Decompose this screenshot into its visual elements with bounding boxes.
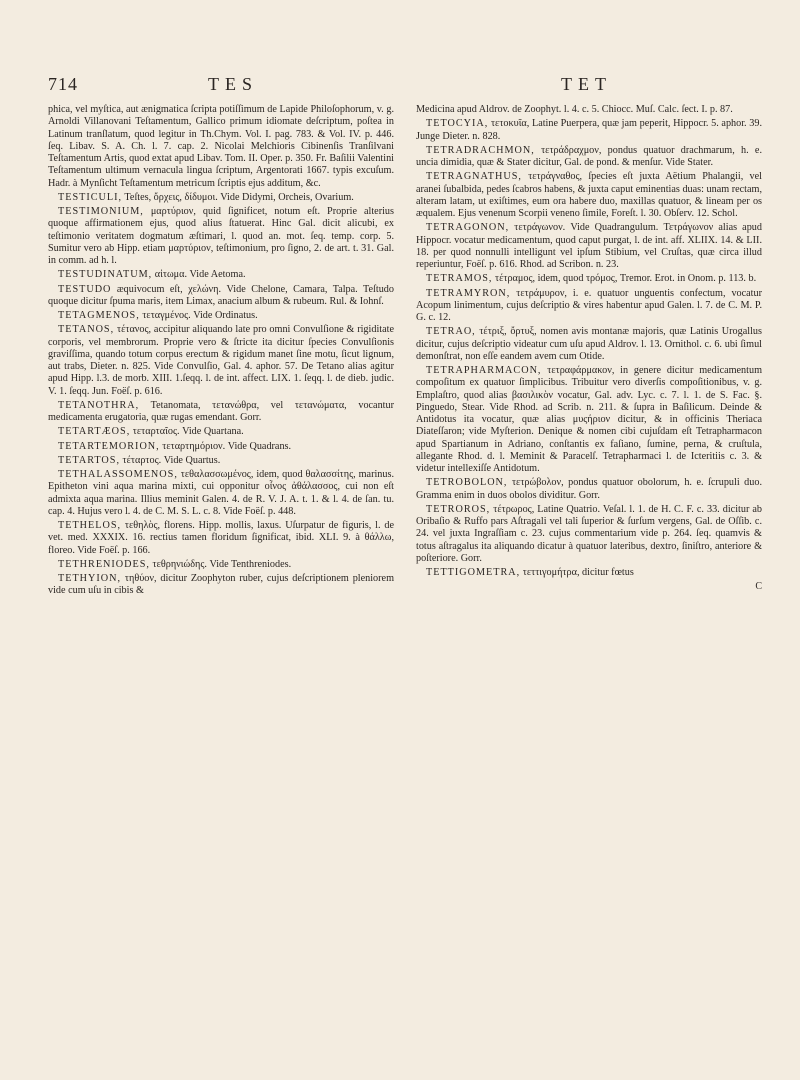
entry-headword: TETRAMYRON, <box>426 287 511 299</box>
dictionary-entry <box>416 504 762 565</box>
dictionary-entry <box>48 441 394 453</box>
page-header <box>48 74 762 96</box>
dictionary-entry <box>416 326 762 363</box>
entry-text: Tetanomata, τετανώθρα, vel τετανώματα, vocantur medicamenta erugatoria, quæ rugas emendant. Gorr. <box>48 399 394 423</box>
entry-headword: TETTIGOMETRA, <box>426 567 521 578</box>
entry-text: τεθρηνιώδης. Vide Tenthreniodes. <box>149 558 292 570</box>
dictionary-entry <box>48 400 394 425</box>
entry-text: phica, vel myſtica, aut ænigmatica ſcripta potiſſimum de Lapide Philoſophorum, v. g. Arnoldi Villanovani Teſtamentum, Gallico primum idiomate deſcriptum, poſtea in Latinum tranſlatum, quod legitur in Th.Chym. Vol. I. pag. 783. & Vol. IV. p. 446. ſeq. Libav. S. A. Ch. l. 7. cap. 2. Nicolai Melchioris Cibinenſis Tranſilvani Teſtamentum Artis, quod extat apud Libav. Tom. II. Oper. p. 350. Fr. Baſilii Valentini Teſtamentum ultimum vernacula lingua ſcriptum, Argentorati 1667. typis excuſum. Hadr. à Mynſicht Teſtamentum metricum ſcriptis ejus additum, &c. <box>48 104 394 189</box>
dictionary-entry <box>416 118 762 143</box>
entry-text: τέταρτος. Vide Quartus. <box>120 454 221 466</box>
entry-continuation <box>416 104 762 116</box>
entry-text: Teſtes, ὄρχεις, δίδυμοι. Vide Didymi, Orcheis, Ovarium. <box>122 191 354 203</box>
dictionary-entry <box>48 192 394 204</box>
entry-headword: TETROROS, <box>426 503 491 515</box>
entry-text: τεθαλασσωμένος, idem, quod θαλασσίτης, marinus. Epitheton vini aqua marina mixti, cui opponitur οἶνος ἀθάλασσος, cui non eſt admixta aqua marina. Illius meminit Galen. 4. de R. V. J. A. t. 1. & l. 4. de ſan. tu. cap. 4. Hujus vero l. 4. de C. M. S. L. c. 8. Vide Foëſ. p. 448. <box>48 469 394 517</box>
entry-headword: TETRAGONON, <box>426 222 510 234</box>
entry-headword: TESTICULI, <box>58 191 123 203</box>
right-column <box>416 104 762 1050</box>
dictionary-entry <box>48 520 394 557</box>
entry-text: τέτριξ, ὄρτυξ, nomen avis montanæ majoris, quæ Latinis Urogallus dicitur, cujus deſcriptio videatur cum uſu apud Aldrov. l. 13. Ornithol. c. 6. ubi ſimul demonſtrat, non eſſe eandem avem cum Otide. <box>416 326 762 362</box>
dictionary-entry <box>48 324 394 398</box>
entry-headword: TETRADRACHMON, <box>426 144 535 156</box>
entry-text: τετράμυρον, i. e. quatuor unguentis confectum, vocatur Acopum linimentum, cujus deſcriptio & vires habentur apud Galen. l. 7. de C. M. P. G. c. 12. <box>416 287 762 323</box>
dictionary-entry <box>416 145 762 170</box>
entry-headword: TETARTÆOS, <box>58 426 131 438</box>
entry-text: τετοκυῖα, Latine Puerpera, quæ jam peperit, Hippocr. 5. aphor. 39. Junge Dieter. n. 828. <box>416 118 762 142</box>
dictionary-entry <box>416 567 762 579</box>
entry-text: τετράγναθος, ſpecies eſt juxta Aëtium Phalangii, vel aranei ſubalbida, pedes ſcabros habens, & juxta caput eminentias duas: unam rectam, alteram latam, ut exiſtimes, eum ora habere duo, maxillas quatuor, & lineam per os æqualem. Ejus venenum Scorpii veneno ſimile, Foreſt. l. 30. Obſerv. 12. Schol. <box>416 171 762 219</box>
left-running-head: TES <box>208 74 259 94</box>
entry-headword: TETROBOLON, <box>426 477 508 489</box>
entry-text: μαρτύριον, quid ſignificet, notum eſt. Proprie alterius quoque affirmationem ejus, quod alius ſtatuerat. Hinc Gal. dicit alicubi, ex teſtimonio veritatem dogmatum æſtimari, l. quod an. mot. ſeq. temp. corp. 5. Sumitur vero ab Hipp. etiam μαρτύριον, teſtimonium, pro ſigno, 2. de art. t. 31. Gal. in comm. ad h. l. <box>48 206 394 266</box>
entry-headword: TETAGMENOS, <box>58 310 140 321</box>
entry-headword: TETHRENIODES, <box>58 558 150 570</box>
entry-headword: TESTIMONIUM, <box>58 206 144 217</box>
entry-text: τετρώβολον, pondus quatuor obolorum, h. e. ſcrupuli duo. Gramma enim in duos obolos dividitur. Gorr. <box>416 477 762 501</box>
dictionary-entry <box>48 269 394 281</box>
entry-headword: TETHYION, <box>58 573 122 584</box>
entry-headword: TETHELOS, <box>58 520 122 531</box>
entry-headword: TETRAPHARMACON, <box>426 365 542 376</box>
entry-headword: TETRAGNATHUS, <box>426 171 522 183</box>
dictionary-entry <box>416 273 762 285</box>
entry-headword: TETARTEMORION, <box>58 440 160 452</box>
dictionary-entry <box>416 171 762 220</box>
entry-text: τεταγμένος. Vide Ordinatus. <box>139 310 258 321</box>
entry-headword: TETANOS, <box>58 324 115 336</box>
left-column <box>48 104 394 1050</box>
entry-continuation <box>48 104 394 190</box>
dictionary-entry <box>416 477 762 502</box>
page-number: 714 <box>48 74 78 94</box>
entry-text: αἰτωμα. Vide Aetoma. <box>152 269 246 281</box>
dictionary-entry <box>48 426 394 438</box>
entry-text: τεταρταῖος. Vide Quartana. <box>130 426 244 438</box>
entry-text: τετράγωνον. Vide Quadrangulum. Τετράγωνον alias apud Hippocr. vocatur medicamentum, quod caput purgat, l. de int. aff. XLIIX. 14. & LII. 18. per quod nonnulli intelligunt vel ipſum Stibium, vel Cruſtas, quæ circa illud reperiuntur, Foëſ. p. 616. Rhod. ad Scribon. n. 23. <box>416 222 762 270</box>
text-columns <box>48 104 762 1050</box>
entry-text: τέτραμος, idem, quod τρόμος, Tremor. Erot. in Onom. p. 113. b. <box>492 273 757 285</box>
entry-headword: TETOCYIA, <box>426 118 489 130</box>
entry-text: τεττιγομήτρα, dicitur fœtus <box>520 567 634 578</box>
dictionary-entry <box>48 310 394 322</box>
dictionary-entry <box>48 455 394 467</box>
entry-headword: TETANOTHRA, <box>58 399 140 411</box>
dictionary-entry <box>48 284 394 309</box>
entry-headword: TETRAO, <box>426 326 476 338</box>
catchword: C <box>755 581 762 593</box>
entry-text: τέτρωρος, Latine Quatrio. Veſal. l. 1. de H. C. F. c. 33. dicitur ab Oribaſio & Ruffo pars Aſtragali vel tali ſuperior & ſurſum vergens, Gal. de Oſſib. c. 24. vel juxta Ingraſſiam c. 23. cujus commentarium vide p. 264. ſeq. quamvis & totus aſtragalus ita aliquando dicatur à quatuor lateribus, dextro, ſiniſtro, anteriore & poſteriore. Gorr. <box>416 503 762 564</box>
entry-text: τεταρτημόριον. Vide Quadrans. <box>159 440 292 452</box>
entry-text: τετράδραχμον, pondus quatuor drachmarum, h. e. uncia dimidia, quæ & Stater dicitur, Gal. de pond. & menſur. Vide Stater. <box>416 144 762 168</box>
dictionary-entry <box>416 222 762 271</box>
dictionary-entry <box>416 365 762 475</box>
entry-headword: TETHALASSOMENOS, <box>58 469 178 480</box>
entry-text: τεθηλὸς, florens. Hipp. mollis, laxus. Uſurpatur de figuris, l. de vet. med. XXXIX. 16. rectius tamen floridum ſignificat, ibid. XLI. 9. à θάλλω, floreo. Vide Foëſ. p. 166. <box>48 520 394 556</box>
entry-headword: TETARTOS, <box>58 454 120 466</box>
entry-headword: TESTUDO <box>58 283 112 295</box>
dictionary-entry <box>48 206 394 267</box>
entry-text: τηθύον, dicitur Zoophyton ruber, cujus deſcriptionem pleniorem vide cum uſu in cibis & <box>48 573 394 597</box>
entry-text: τετραφάρμακον, in genere dicitur medicamentum compoſitum ex quatuor ſimplicibus. Tribuitur vero diverſis compoſitionibus, v. g. Emplaſtro, quod alias βασιλικὸν vocatur, Gal. adv. Lyc. c. 7. l. 1. de S. Fac. §. Pinguedo, Stear. Vide Rhod. ad Scrib. n. 211. & ſupra in Baſilicum. Deinde & Antidotus ita vocatur, quæ alias μυςήριον dicitur, & in officinis Theriaca Diateſſaron; vide Myſterion. Denique & nomen cibi cujuſdam eſt Tetrapharmacon apud Spartianum in Adriano, conſtantis ex faſiano, ſumine, perna, & cruſtula, allegante Rhod. d. l. Meminit & Paracelſ. Tetrapharmaci l. de Icteritiis c. 3. & videtur intellexiſſe Antidotum. <box>416 365 762 474</box>
dictionary-entry <box>48 469 394 518</box>
dictionary-entry <box>416 288 762 325</box>
entry-text: τέτανος, accipitur aliquando late pro omni Convulſione & rigiditate corporis, vel membrorum. Proprie vero & ſtricte ita dicitur ſpecies Convulſionis graviſſima, quando totum corpus erectum & rigidum manet ſine motu, ſicut lignum, aut trabs, Dieter. n. 825. Vide Convulſio, Gal. 4. aphor. 57. De Tetano alias agitur apud Hipp. l.3. de morb. XIII. 1.ſeqq. l. de int. affect. LIX. 1. ſeqq. l. de dieb. judic. V. 1. ſeqq. Jun. Foëſ. p. 616. <box>48 324 394 397</box>
dictionary-entry <box>48 573 394 598</box>
entry-text: æquivocum eſt, χελώνη. Vide Chelone, Camara, Talpa. Teſtudo quoque dicitur ſpuma maris, item Limax, anacium album & rubeum. Rul. & Iohnſ. <box>48 283 394 307</box>
entry-headword: TETRAMOS, <box>426 273 493 285</box>
entry-text: Medicina apud Aldrov. de Zoophyt. l. 4. c. 5. Chiocc. Muſ. Calc. ſect. I. p. 87. <box>416 104 733 115</box>
entry-headword: TESTUDINATUM, <box>58 269 153 281</box>
dictionary-entry <box>48 559 394 571</box>
right-running-head: TET <box>561 74 612 94</box>
